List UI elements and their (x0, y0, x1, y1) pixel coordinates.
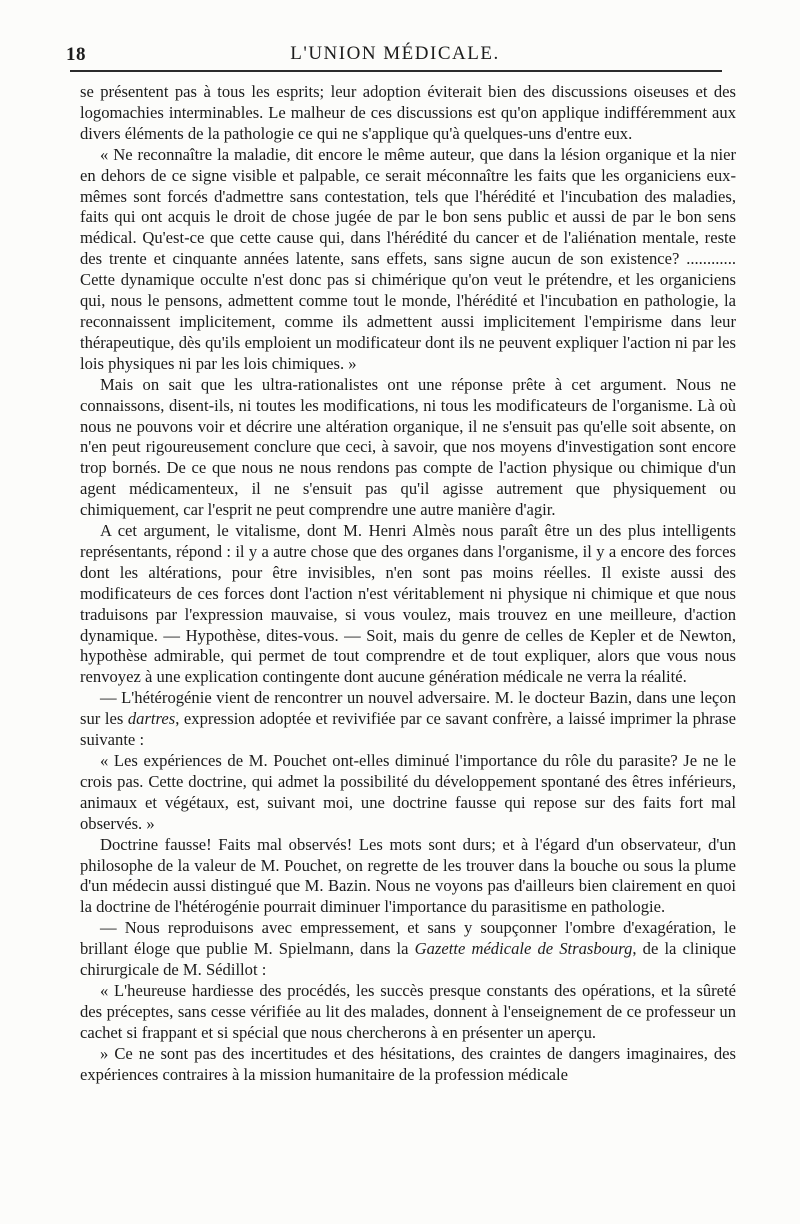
italic-term: dartres (127, 709, 176, 729)
italic-term: Gazette médicale de Strasbourg (414, 939, 633, 959)
paragraph: « L'heureuse hardiesse des procédés, les succès presque constants des opérations, et la sûreté des préceptes, sans cesse vérifiée au lit des malades, donnent à l'enseignement de ce professeur un cachet si frappant et si spécial que nous chercherons à en présenter un aperçu. (80, 980, 736, 1042)
paragraph: Mais on sait que les ultra-rationalistes ont une réponse prête à cet argument. Nous ne connaissons, disent-ils, ni toutes les modifications, ni tous les modificateurs de l'organisme. Là où nous ne pouvons voir et décrire une altération organique, il ne s'ensuit pas qu'elle soit absente, on n'en peut rigoureusement conclure que ceci, à savoir, que nos moyens d'investigation sont encore trop bornés. De ce que nous ne nous rendons pas compte de l'action physique ou chimique d'un agent médicamenteux, il ne s'ensuit pas qu'il agisse autrement que physiquement ou chimiquement, car l'esprit ne peut comprendre une autre manière d'agir. (80, 374, 736, 520)
paragraph: — L'hétérogénie vient de rencontrer un nouvel adversaire. M. le docteur Bazin, dans une leçon sur les dartres, expression adoptée et revivifiée par ce savant confrère, a laissé imprimer la phrase suivante : (80, 688, 736, 750)
running-title: L'UNION MÉDICALE. (290, 43, 500, 64)
page-number: 18 (66, 44, 86, 65)
paragraph: A cet argument, le vitalisme, dont M. Henri Almès nous paraît être un des plus intelligents représentants, répond : il y a autre chose que des organes dans l'organisme, il y a encore des forces dont les altérations, pour être invisibles, n'en sont pas moins réelles. Il existe aussi des modificateurs de ces forces dont l'action n'est véritablement ni physique ni chimique et que nous traduisons par l'expression mauvaise, si vous voulez, mais trouvez en une meilleure, d'action dynamique. — Hypothèse, dites-vous. — Soit, mais du genre de celles de Kepler et de Newton, hypothèse admirable, qui permet de tout comprendre et de tout expliquer, alors que vous nous renvoyez à une explication contingente dont aucune génération médicale ne verra la réalité. (80, 521, 736, 687)
paragraph: — Nous reproduisons avec empressement, et sans y soupçonner l'ombre d'exagération, le brillant éloge que publie M. Spielmann, dans la Gazette médicale de Strasbourg, de la clinique chirurgicale de M. Sédillot : (80, 918, 736, 980)
paragraph: » Ce ne sont pas des incertitudes et des hésitations, des craintes de dangers imaginaires, des expériences contraires à la mission humanitaire de la profession médicale (80, 1043, 736, 1084)
page-header (62, 36, 728, 64)
header-rule (70, 70, 722, 72)
paragraph: « Ne reconnaître la maladie, dit encore le même auteur, que dans la lésion organique et la nier en dehors de ce signe visible et palpable, ce serait méconnaître les faits que les organiciens eux-mêmes sont forcés d'admettre sans contestation, tels que l'hérédité et l'incubation des maladies, faits qui ont acquis le droit de chose jugée de par le bon sens public et aussi de par le bon sens médical. Qu'est-ce que cette cause qui, dans l'hérédité du cancer et de l'aliénation mentale, reste des trente et cinquante années latente, sans effets, sans signe aucun de son existence? ............ Cette dynamique occulte n'est donc pas si chimérique qu'on veut le prétendre, et les organiciens qui, nous le pensons, admettent comme tout le monde, l'hérédité et l'incubation en pathologie, la reconnaissent implicitement, comme ils admettent aussi implicitement l'empirisme dans leur thérapeutique, dès qu'ils emploient un modificateur dont ils ne peuvent expliquer l'action ni par les lois physiques ni par les lois chimiques. » (80, 144, 736, 373)
paragraph: Doctrine fausse! Faits mal observés! Les mots sont durs; et à l'égard d'un observateur, d'un philosophe de la valeur de M. Pouchet, on regrette de les trouver dans la bouche ou sous la plume d'un médecin aussi distingué que M. Bazin. Nous ne voyons pas d'ailleurs bien clairement en quoi la doctrine de l'hétérogénie pourrait diminuer l'importance du parasitisme en pathologie. (80, 834, 736, 917)
paragraph: « Les expériences de M. Pouchet ont-elles diminué l'importance du rôle du parasite? Je ne le crois pas. Cette doctrine, qui admet la possibilité du développement spontané des êtres inférieurs, animaux et végétaux, est, suivant moi, une doctrine fausse qui repose sur des faits fort mal observés. » (80, 751, 736, 833)
article-body (80, 82, 736, 1086)
paragraph: se présentent pas à tous les esprits; leur adoption éviterait bien des discussions oiseuses et des logomachies interminables. Le malheur de ces discussions est qu'on applique indifféremment aux divers éléments de la pathologie ce qui ne s'applique qu'à quelques-uns d'entre eux. (80, 82, 736, 143)
